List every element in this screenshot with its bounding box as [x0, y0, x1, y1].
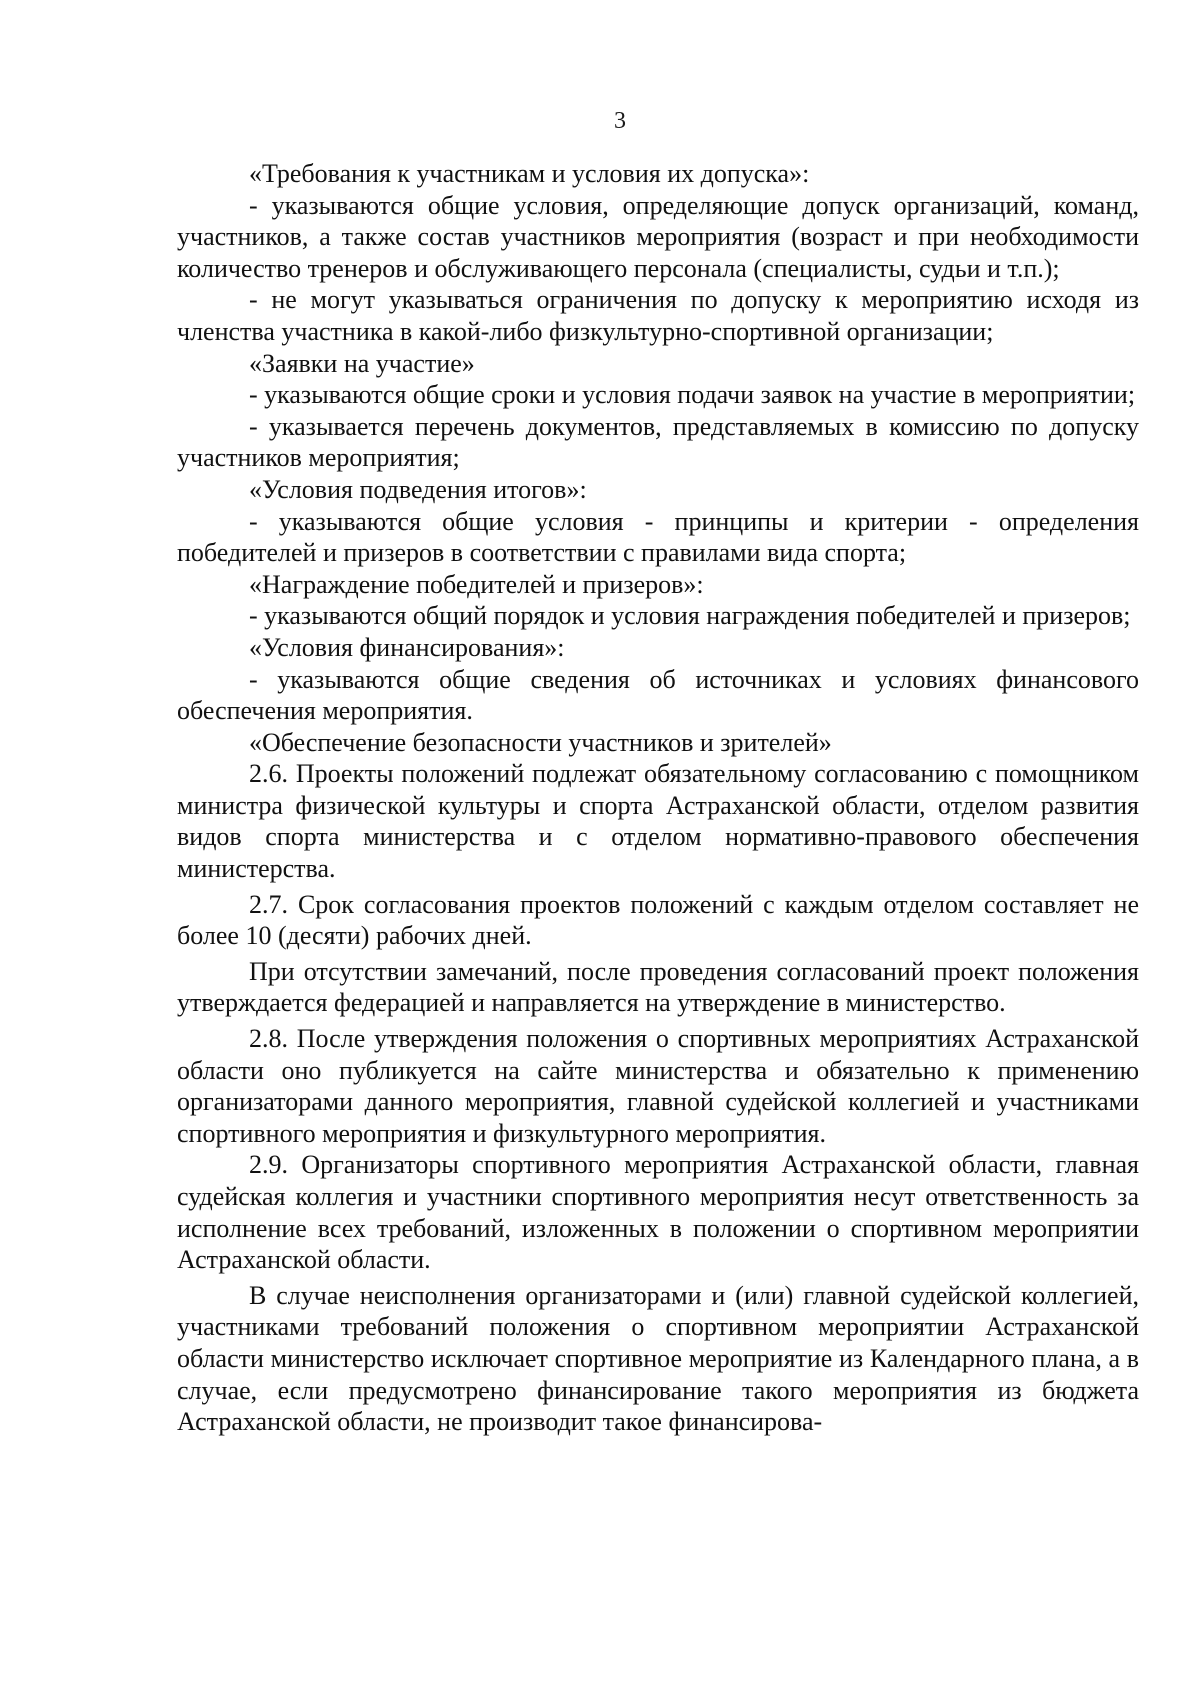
paragraph: - не могут указываться ограничения по допуску к мероприятию исходя из членства участника в какой-либо физкультурно-спортивной организации; [177, 285, 1139, 346]
paragraph: - указываются общие сведения об источниках и условиях финансового обеспечения мероприятия. [177, 664, 1139, 726]
section-heading-financing: «Условия финансирования»: [249, 632, 565, 662]
document-body [177, 158, 1139, 1438]
paragraph: При отсутствии замечаний, после проведения согласований проект положения утверждается федерацией и направляется на утверждение в министерство. [177, 956, 1139, 1018]
paragraph: - указывается перечень документов, представляемых в комиссию по допуску участников мероприятия; [177, 411, 1139, 473]
section-heading-safety: «Обеспечение безопасности участников и зрителей» [249, 727, 832, 757]
clause-2-8: 2.8. После утверждения положения о спортивных мероприятиях Астраханской области оно публикуется на сайте министерства и обязательно к применению организаторами данного мероприятия, главной судейской коллегией и участниками спортивного мероприятия и физкультурного мероприятия. [177, 1024, 1139, 1148]
section-heading-awards: «Награждение победителей и призеров»: [249, 569, 704, 599]
section-heading-results: «Условия подведения итогов»: [249, 474, 587, 504]
clause-2-6: 2.6. Проекты положений подлежат обязательному согласованию с помощником министра физической культуры и спорта Астраханской области, отделом развития видов спорта министерства и с отделом нормативно-правового обеспечения министерства. [177, 759, 1139, 884]
section-heading-applications: «Заявки на участие» [249, 348, 475, 378]
clause-2-7: 2.7. Срок согласования проектов положений с каждым отделом составляет не более 10 (десяти) рабочих дней. [177, 889, 1139, 951]
paragraph: - указываются общие условия, определяющие допуск организаций, команд, участников, а также состав участников мероприятия (возраст и при необходимости количество тренеров и обслуживающего персонала (специалисты, судьи и т.п.); [177, 190, 1139, 283]
clause-2-9: 2.9. Организаторы спортивного мероприятия Астраханской области, главная судейская коллегия и участники спортивного мероприятия несут ответственность за исполнение всех требований, изложенных в положении о спортивном мероприятии Астраханской области. [177, 1150, 1139, 1275]
paragraph: - указываются общие сроки и условия подачи заявок на участие в мероприятии; [249, 380, 1136, 410]
paragraph: - указываются общие условия - принципы и критерии - определения победителей и призеров в соответствии с правилами вида спорта; [177, 506, 1139, 568]
page-number: 3 [614, 108, 626, 134]
section-heading-requirements: «Требования к участникам и условия их допуска»: [249, 159, 810, 188]
paragraph: В случае неисполнения организаторами и (или) главной судейской коллегией, участниками требований положения о спортивном мероприятии Астраханской области министерство исключает спортивное мероприятие из Календарного плана, а в случае, если предусмотрено финансирование такого мероприятия из бюджета Астраханской области, не производит такое финансирова- [177, 1280, 1139, 1437]
paragraph: - указываются общий порядок и условия награждения победителей и призеров; [249, 601, 1131, 631]
